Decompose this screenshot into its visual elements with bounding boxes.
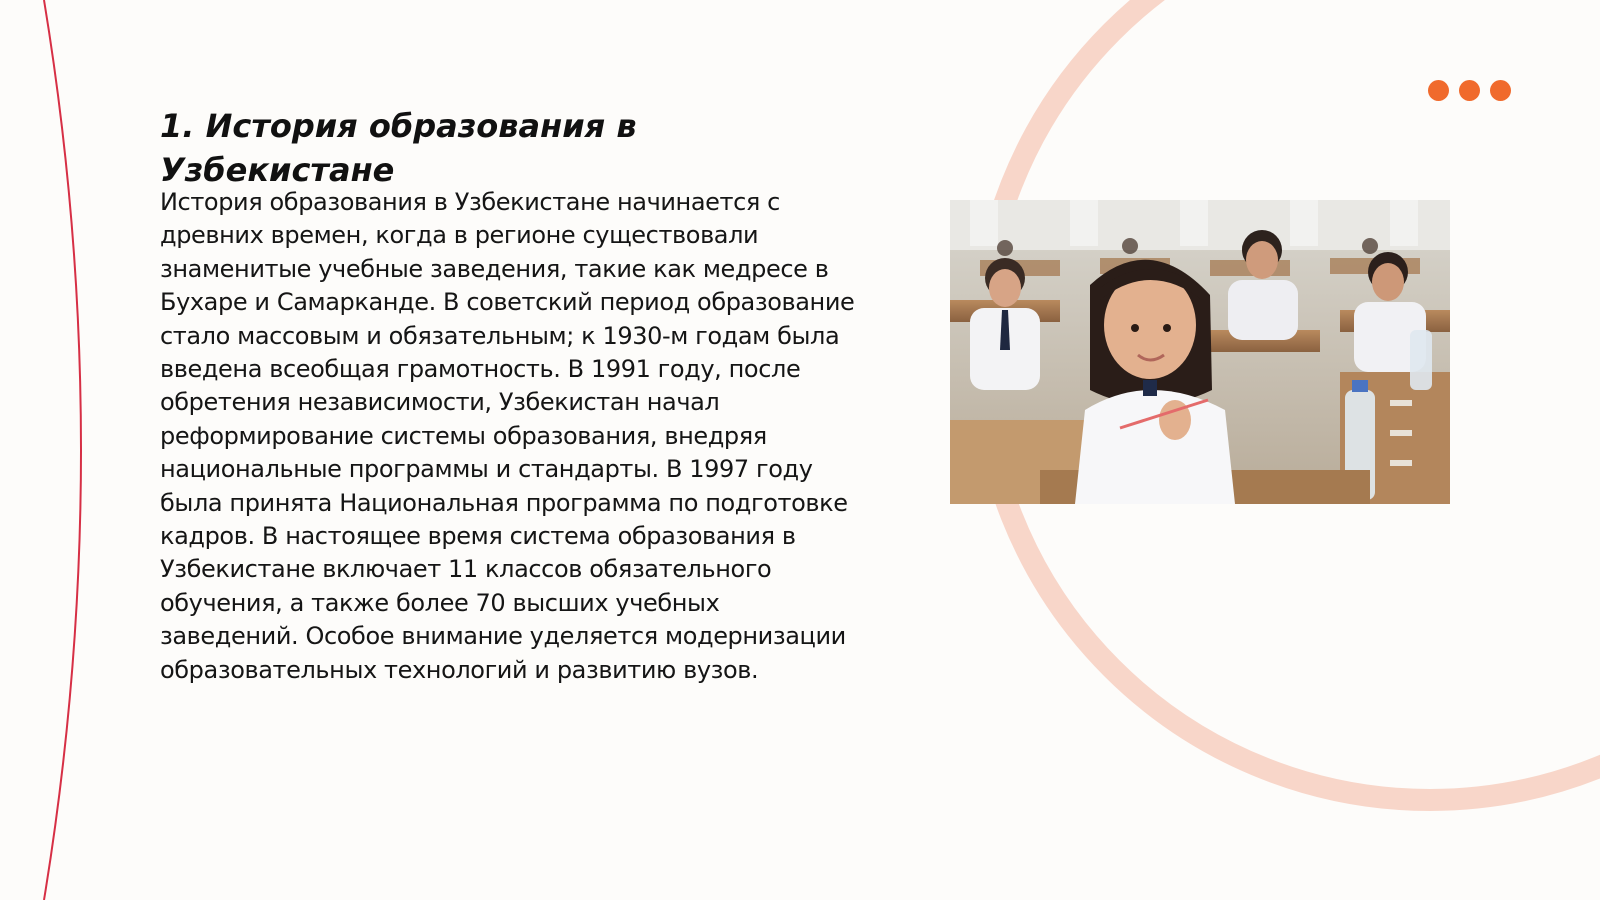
body-text: История образования в Узбекистане начинается с древних времен, когда в регионе существовали знаменитые учебные заведения, такие как медресе в Бухаре и Самарканде. В советский период образование стало массовым и обязательным; к 1930-м годам была введена всеобщая грамотность. В 1991 году, после обретения независимости, Узбекистан начал реформирование системы образования, внедряя национальные программы и стандарты. В 1997 году была принята Национальная программа по подготовке кадров. В настоящее время система образования в Узбекистане включает 11 классов обязательного обучения, а также более 70 высших учебных заведений. Особое внимание уделяется модернизации образовательных технологий и развитию вузов. bbox=[160, 188, 855, 684]
classroom-photo-illustration bbox=[950, 200, 1450, 504]
dot bbox=[1459, 80, 1480, 101]
dot bbox=[1490, 80, 1511, 101]
classroom-photo bbox=[950, 200, 1450, 504]
decorative-left-line bbox=[44, 0, 81, 900]
three-dots-icon bbox=[1428, 80, 1511, 101]
dot bbox=[1428, 80, 1449, 101]
slide-title: 1. История образования в Узбекистане bbox=[160, 107, 637, 189]
